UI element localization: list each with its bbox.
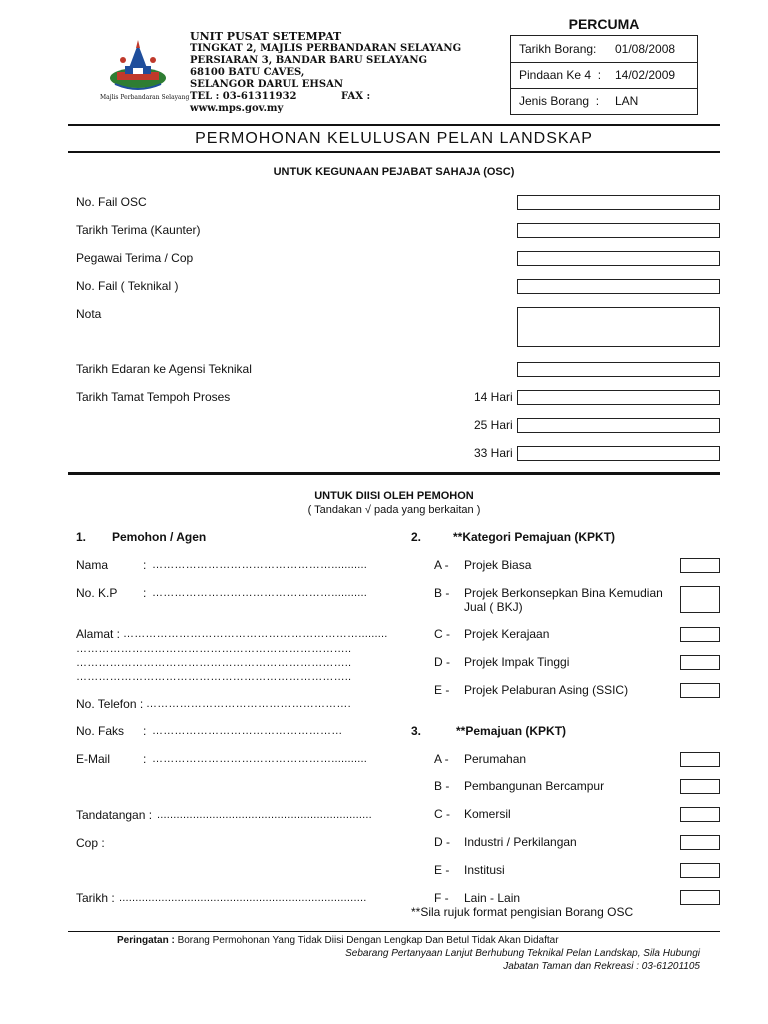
pemajuan-option-label: Industri / Perkilangan [464,835,577,849]
pemajuan-letter: D - [434,835,450,849]
nota-label: Nota [76,307,102,321]
telephone: TEL : 03-61311932 [190,91,297,102]
fail-teknikal-label: No. Fail ( Teknikal ) [76,279,179,293]
hari-14-label: 14 Hari [474,390,513,404]
tarikh-terima-label: Tarikh Terima (Kaunter) [76,223,201,237]
org-title: UNIT PUSAT SETEMPAT [190,30,342,43]
tamat-label: Tarikh Tamat Tempoh Proses [76,390,231,404]
pemajuan-option-label: Perumahan [464,752,527,766]
section-3-title: **Pemajuan (KPKT) [456,724,567,738]
pemajuan-letter: B - [434,779,450,793]
kategori-option-label: Projek Berkonsepkan Bina Kemudian [464,586,663,600]
pemajuan-letter: F - [434,891,449,905]
info-row [511,36,697,63]
address-line-4: SELANGOR DARUL EHSAN [190,79,343,90]
osc-format-note: **Sila rujuk format pengisian Borang OSC [411,905,634,919]
kategori-letter: A - [434,558,449,572]
tandatangan-input-line[interactable]: .................................................................. [157,809,372,821]
address-line-1: TINGKAT 2, MAJLIS PERBANDARAN SELAYANG [190,43,462,54]
pemajuan-e-checkbox[interactable] [680,863,720,878]
info-row [511,62,697,89]
alamat-input-line[interactable]: ……………………………………………………………….. [76,643,352,655]
kategori-letter: C - [434,627,450,641]
pemajuan-letter: C - [434,807,450,821]
title-top-rule [68,124,720,126]
applicant-heading: UNTUK DIISI OLEH PEMOHON [314,490,474,502]
nama-colon: : [143,558,147,572]
warning-note [117,935,559,946]
info-row [511,88,697,114]
alamat-label: Alamat : [76,627,121,641]
faks-input-line[interactable]: …………………………………………… [152,725,343,737]
kategori-e-checkbox[interactable] [680,683,720,698]
hari-14-field[interactable] [517,390,720,405]
cop-label: Cop : [76,836,105,850]
alamat-input-line[interactable]: ……………………………………………………………….. [76,671,352,683]
nama-label: Nama [76,558,109,572]
pemajuan-f-checkbox[interactable] [680,890,720,905]
info-label: Pindaan Ke 4 : [519,68,602,82]
logo-caption: Majlis Perbandaran Selayang [100,94,190,101]
email-colon: : [143,752,147,766]
kategori-b-checkbox[interactable] [680,586,720,613]
kategori-letter: D - [434,655,450,669]
contact-line-2: Jabatan Taman dan Rekreasi : 03-61201105 [503,961,700,972]
kp-input-line[interactable]: …………………………………………........... [152,587,368,599]
office-use-heading: UNTUK KEGUNAAN PEJABAT SAHAJA (OSC) [273,166,515,178]
pemajuan-c-checkbox[interactable] [680,807,720,822]
kp-label: No. K.P [76,586,118,600]
website: www.mps.gov.my [190,103,284,114]
percuma-label: PERCUMA [568,16,640,32]
fail-osc-field[interactable] [517,195,720,210]
alamat-input-line[interactable]: ………………………………………………………......... [123,628,388,640]
pemajuan-letter: A - [434,752,449,766]
fail-teknikal-field[interactable] [517,279,720,294]
email-input-line[interactable]: …………………………………………........... [152,753,368,765]
pegawai-field[interactable] [517,251,720,266]
hari-25-label: 25 Hari [474,418,513,432]
kategori-letter: E - [434,683,450,697]
kp-colon: : [143,586,147,600]
pegawai-label: Pegawai Terima / Cop [76,251,194,265]
kategori-option-label: Projek Kerajaan [464,627,550,641]
form-info-box [510,35,698,115]
fail-osc-label: No. Fail OSC [76,195,147,209]
pemajuan-option-label: Institusi [464,863,505,877]
faks-colon: : [143,724,147,738]
kategori-option-label: Projek Biasa [464,558,532,572]
fax: FAX : [341,91,371,102]
tarikh-label: Tarikh : [76,891,115,905]
contact-line-1: Sebarang Pertanyaan Lanjut Berhubung Teknikal Pelan Landskap, Sila Hubungi [345,948,700,959]
alamat-input-line[interactable]: ……………………………………………………………….. [76,657,352,669]
edaran-label: Tarikh Edaran ke Agensi Teknikal [76,362,252,376]
nota-field[interactable] [517,307,720,347]
title-bottom-rule [68,151,720,153]
hari-33-field[interactable] [517,446,720,461]
hari-33-label: 33 Hari [474,446,513,460]
pemajuan-d-checkbox[interactable] [680,835,720,850]
kategori-d-checkbox[interactable] [680,655,720,670]
warning-text: Borang Permohonan Yang Tidak Diisi Dengan Lengkap Dan Betul Tidak Akan Didaftar [177,935,559,946]
tandatangan-label: Tandatangan : [76,808,153,822]
tarikh-terima-field[interactable] [517,223,720,238]
email-label: E-Mail [76,752,111,766]
section-1-number: 1. [76,530,87,544]
pemajuan-a-checkbox[interactable] [680,752,720,767]
telefon-input-line[interactable]: ………………………………………………. [146,698,351,710]
kategori-c-checkbox[interactable] [680,627,720,642]
info-value: LAN [615,94,639,108]
section-2-number: 2. [411,530,422,544]
address-line-3: 68100 BATU CAVES, [190,67,305,78]
pemajuan-b-checkbox[interactable] [680,779,720,794]
kategori-a-checkbox[interactable] [680,558,720,573]
kategori-option-label-cont: Jual ( BKJ) [464,600,523,614]
pemajuan-letter: E - [434,863,450,877]
pemajuan-option-label: Lain - Lain [464,891,521,905]
form-title: PERMOHONAN KELULUSAN PELAN LANDSKAP [195,130,593,147]
section-divider [68,472,720,475]
pemajuan-option-label: Komersil [464,807,511,821]
faks-label: No. Faks [76,724,125,738]
edaran-field[interactable] [517,362,720,377]
section-1-title: Pemohon / Agen [112,530,207,544]
nama-input-line[interactable]: …………………………………………........... [152,559,368,571]
hari-25-field[interactable] [517,418,720,433]
info-value: 14/02/2009 [615,68,676,82]
warning-label: Peringatan : [117,935,175,946]
address-line-2: PERSIARAN 3, BANDAR BARU SELAYANG [190,55,428,66]
pemajuan-option-label: Pembangunan Bercampur [464,779,605,793]
applicant-subheading: ( Tandakan √ pada yang berkaitan ) [307,504,481,516]
kategori-option-label: Projek Pelaburan Asing (SSIC) [464,683,629,697]
info-label: Jenis Borang : [519,94,600,108]
kategori-option-label: Projek Impak Tinggi [464,655,570,669]
footer-rule [68,931,720,932]
section-3-number: 3. [411,724,422,738]
kategori-letter: B - [434,586,450,600]
telefon-label: No. Telefon : [76,697,144,711]
info-value: 01/08/2008 [615,42,676,56]
section-2-title: **Kategori Pemajuan (KPKT) [453,530,616,544]
tarikh-input-line[interactable]: ............................................................................ [119,892,367,904]
info-label: Tarikh Borang: [519,42,597,56]
